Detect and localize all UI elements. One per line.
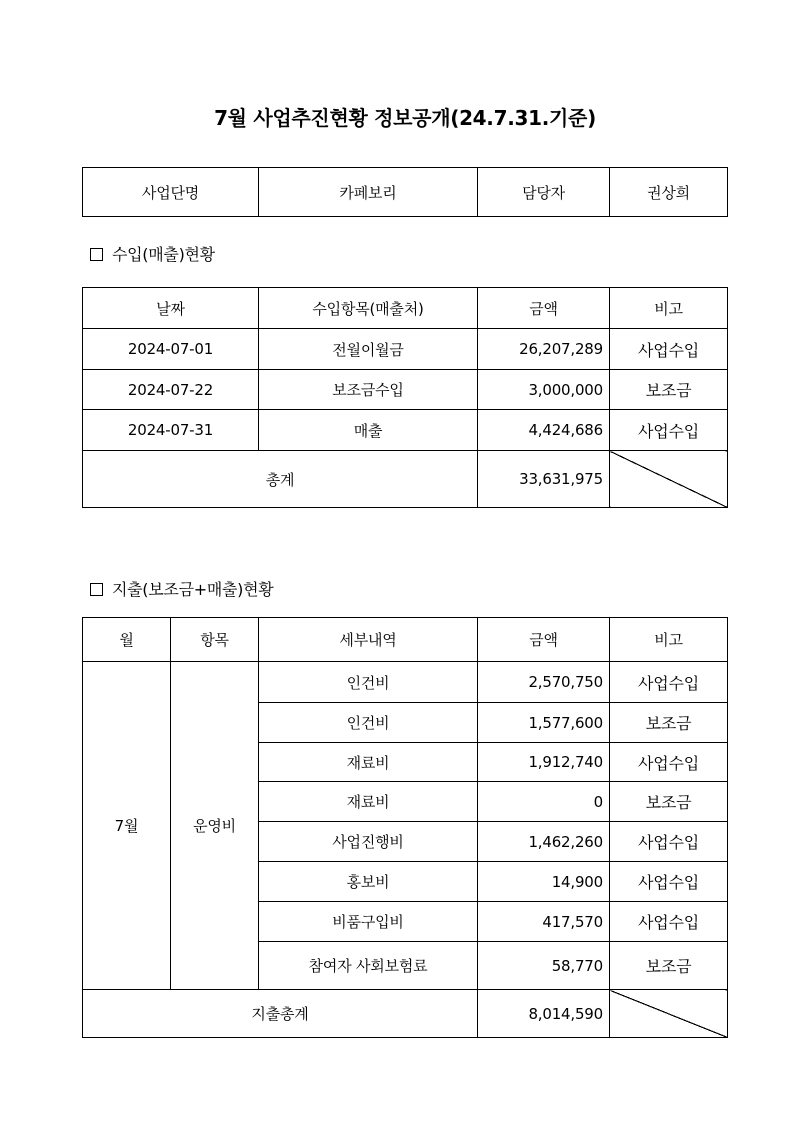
expense-amount: 1,912,740 — [478, 743, 610, 782]
header-category: 항목 — [171, 618, 259, 662]
income-total-row — [83, 451, 728, 508]
expense-amount: 0 — [478, 782, 610, 822]
checkbox-square-icon — [90, 248, 103, 261]
income-date: 2024-07-22 — [83, 370, 259, 410]
income-note: 사업수입 — [610, 329, 728, 370]
diagonal-empty-cell — [610, 990, 728, 1038]
expense-detail: 비품구입비 — [259, 902, 478, 942]
expense-note: 사업수입 — [610, 822, 728, 862]
page-title: 7월 사업추진현황 정보공개(24.7.31.기준) — [214, 106, 596, 130]
expense-total-label: 지출총계 — [83, 990, 478, 1038]
table-row — [83, 410, 728, 451]
expense-amount: 58,770 — [478, 942, 610, 990]
diagonal-empty-cell — [610, 451, 728, 508]
expense-section-heading — [90, 577, 273, 600]
expense-amount: 417,570 — [478, 902, 610, 942]
expense-header-row — [83, 618, 728, 662]
header-detail: 세부내역 — [259, 618, 478, 662]
manager-label: 담당자 — [478, 168, 610, 217]
expense-total-row — [83, 990, 728, 1038]
income-total-amount: 33,631,975 — [478, 451, 610, 508]
manager-value: 권상희 — [610, 168, 728, 217]
expense-month: 7월 — [83, 662, 171, 990]
expense-amount: 1,577,600 — [478, 703, 610, 743]
expense-category: 운영비 — [171, 662, 259, 990]
expense-note: 사업수입 — [610, 743, 728, 782]
business-name-label: 사업단명 — [83, 168, 259, 217]
header-date: 날짜 — [83, 288, 259, 329]
income-section-heading — [90, 242, 215, 265]
income-section-title: 수입(매출)현황 — [112, 245, 215, 264]
expense-detail: 인건비 — [259, 662, 478, 703]
income-item: 매출 — [259, 410, 478, 451]
expense-amount: 14,900 — [478, 862, 610, 902]
header-month: 월 — [83, 618, 171, 662]
expense-amount: 1,462,260 — [478, 822, 610, 862]
expense-detail: 참여자 사회보험료 — [259, 942, 478, 990]
income-note: 사업수입 — [610, 410, 728, 451]
header-note: 비고 — [610, 288, 728, 329]
expense-note: 보조금 — [610, 703, 728, 743]
income-date: 2024-07-01 — [83, 329, 259, 370]
expense-note: 보조금 — [610, 942, 728, 990]
expense-note: 사업수입 — [610, 862, 728, 902]
table-row — [83, 329, 728, 370]
income-total-label: 총계 — [83, 451, 478, 508]
header-item: 수입항목(매출처) — [259, 288, 478, 329]
expense-detail: 인건비 — [259, 703, 478, 743]
expense-detail: 홍보비 — [259, 862, 478, 902]
business-info-table — [82, 167, 728, 217]
income-item: 전월이월금 — [259, 329, 478, 370]
header-note: 비고 — [610, 618, 728, 662]
expense-section-title: 지출(보조금+매출)현황 — [112, 580, 274, 599]
income-amount: 26,207,289 — [478, 329, 610, 370]
income-item: 보조금수입 — [259, 370, 478, 410]
header-amount: 금액 — [478, 618, 610, 662]
income-date: 2024-07-31 — [83, 410, 259, 451]
header-amount: 금액 — [478, 288, 610, 329]
income-amount: 3,000,000 — [478, 370, 610, 410]
income-amount: 4,424,686 — [478, 410, 610, 451]
expense-note: 사업수입 — [610, 902, 728, 942]
business-name-value: 카페보리 — [259, 168, 478, 217]
expense-table — [82, 617, 728, 1038]
table-row — [83, 370, 728, 410]
expense-detail: 사업진행비 — [259, 822, 478, 862]
table-row — [83, 662, 728, 703]
income-table — [82, 287, 728, 508]
checkbox-square-icon — [90, 583, 103, 596]
expense-note: 보조금 — [610, 782, 728, 822]
income-note: 보조금 — [610, 370, 728, 410]
expense-detail: 재료비 — [259, 743, 478, 782]
expense-detail: 재료비 — [259, 782, 478, 822]
expense-total-amount: 8,014,590 — [478, 990, 610, 1038]
income-header-row — [83, 288, 728, 329]
expense-note: 사업수입 — [610, 662, 728, 703]
expense-amount: 2,570,750 — [478, 662, 610, 703]
